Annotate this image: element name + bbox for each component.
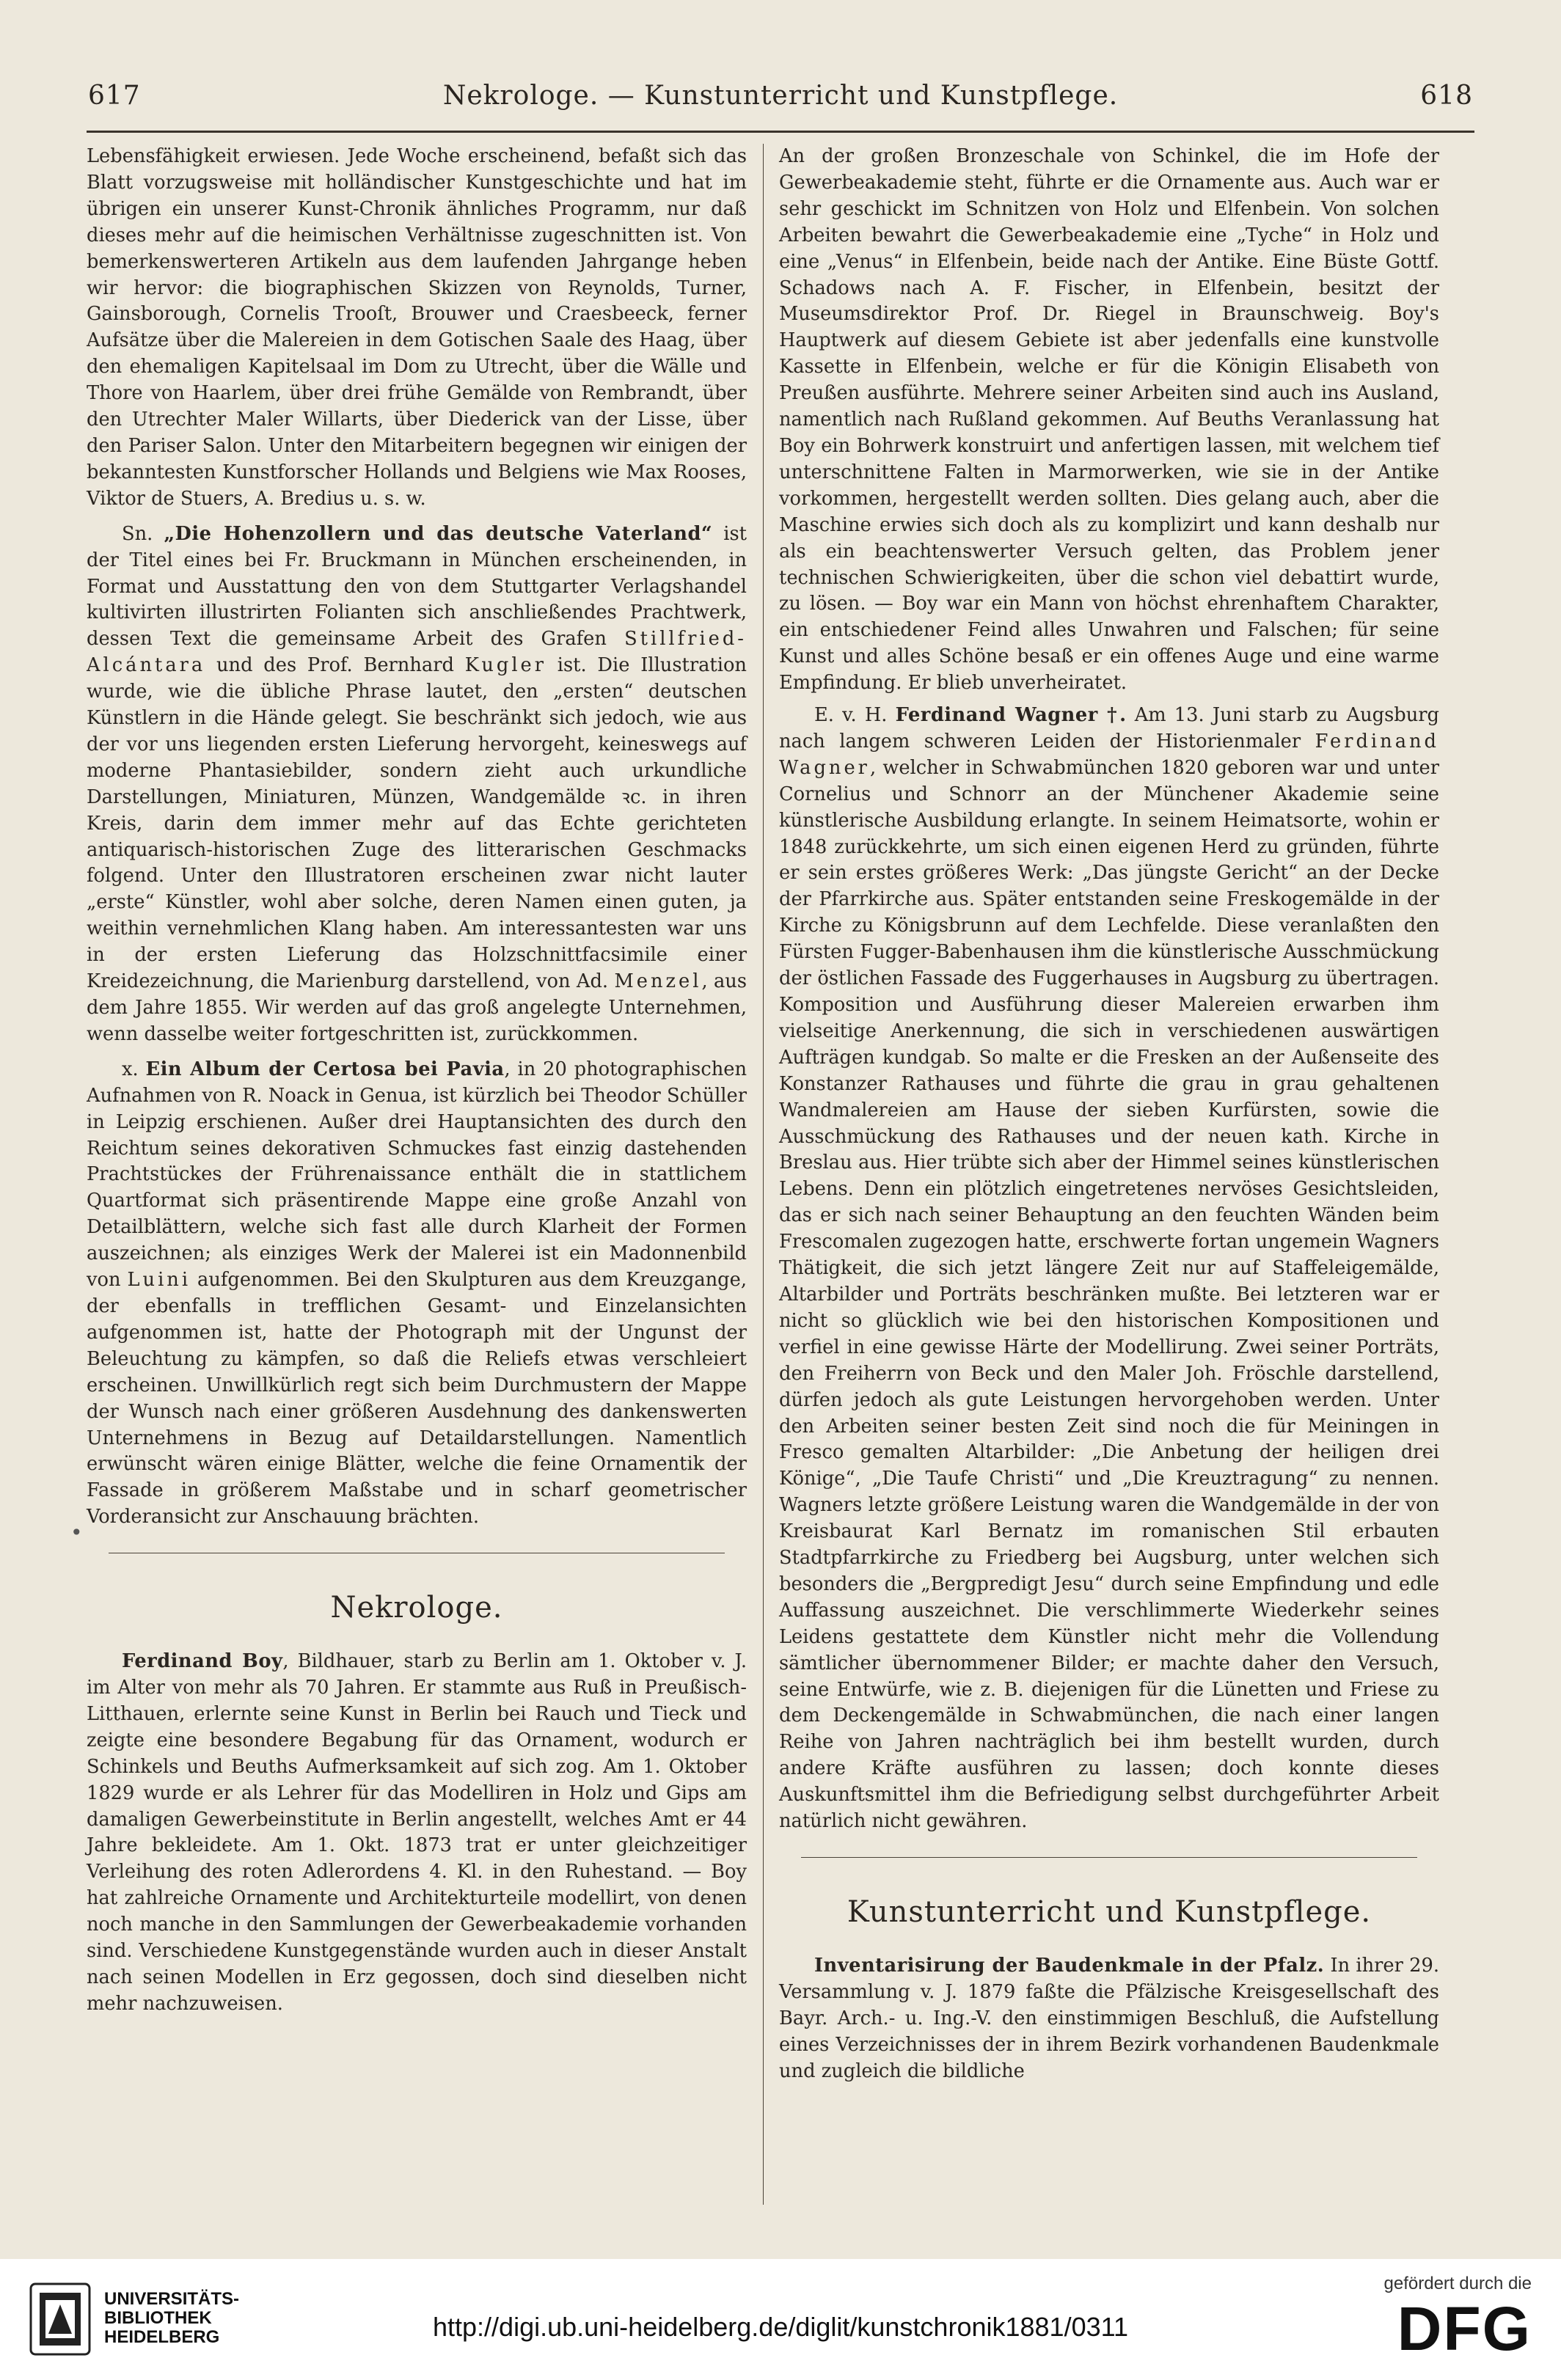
page-number-left: 617 [88,81,141,111]
paragraph-text: ist der Titel eines bei Fr. Bruckmann in München erscheinenden, in Format und Ausstattung den von dem Stuttgarter Verlagshandel kultivirten illustrirten Folianten sich anschließendes Prachtwerk, dessen Text die gemeinsame Arbeit des Grafen [87,522,747,651]
paragraph-hohenzollern [87,521,747,1048]
page-number-right: 618 [1420,81,1473,111]
section-heading-nekrologe: Nekrologe. [330,1591,503,1625]
author-signature: E. v. H. [814,704,888,727]
article-title: „Die Hohenzollern und das deutsche Vaterland“ [164,522,713,545]
paragraph-text: , Bildhauer, starb zu Berlin am 1. Oktober v. J. im Alter von mehr als 70 Jahren. Er stammte aus Ruß in Preußisch-Litthauen, erlernte seine Kunst in Berlin bei Rauch und Tieck und zeigte eine besondere Begabung für das Ornament, wodurch er Schinkels und Beuths Aufmerksamkeit auf sich zog. Am 1. Oktober 1829 wurde er als Lehrer für das Modelliren in Holz und Gips am damaligen Gewerbeinstitute in Berlin angestellt, welches Amt er 44 Jahre bekleidete. Am 1. Okt. 1873 trat er unter gleichzeitiger Verleihung des roten Adlerordens 4. Kl. in den Ruhestand. — Boy hat zahlreiche Ornamente und Architekturteile modellirt, von denen noch manche in den Sammlungen der Gewerbeakademie vorhanden sind. Verschiedene Kunstgegenstände wurden auch in dieser Anstalt nach seinen Modellen in Erz gegossen, doch sind dieselben nicht mehr nachzuweisen. [87,1650,747,2015]
section-heading-kunstunterricht: Kunstunterricht und Kunstpflege. [847,1895,1372,1929]
funded-by-text: gefördert durch die [1383,2274,1532,2293]
running-title: Nekrologe. — Kunstunterricht und Kunstpflege. [442,81,1119,111]
author-signature: Sn. [122,522,153,545]
paragraph-text: In ihrer 29. Versammlung v. J. 1879 faßte die Pfälzische Kreisgesellschaft des Bayr. Arch.- u. Ing.-V. den einstimmigen Beschluß, die Aufstellung eines Verzeichnisses der in ihrem Bezirk vorhandenen Baudenkmale und zugleich die bildliche [779,1955,1439,2082]
article-title: Ferdinand Wagner †. [895,704,1127,727]
library-name-line: BIBLIOTHEK [104,2308,212,2328]
margin-mark: • [70,1520,83,1545]
paragraph-text: , aus dem Jahre 1855. Wir werden auf das groß angelegte Unternehmen, wenn dasselbe weiter fortgeschritten ist, zurückkommen. [87,970,747,1045]
paragraph-text: , welcher in Schwabmünchen 1820 geboren war und unter Cornelius und Schnorr an der Münchener Akademie seine künstlerische Ausbildung erlangte. In seinem Heimatsorte, wohin er 1848 zurückkehrte, um sich einen eigenen Herd zu gründen, führte er sein erstes größeres Werk: „Das jüngste Gericht“ an der Decke der Pfarrkirche aus. Später entstanden seine Freskogemälde in der Kirche zu Königsbrunn auf dem Lechfelde. Diese veranlaßten den Fürsten Fugger-Babenhausen ihm die künstlerische Ausschmückung der östlichen Fassade des Fuggerhauses in Augsburg zu übertragen. Komposition und Ausführung dieser Malereien erwarben ihm vielseitige Anerkennung, die sich in verschiedenen auswärtigen Aufträgen kundgab. So malte er die Fresken an der Außenseite des Konstanzer Rathauses und führte die grau in grau gehaltenen Wandmalereien am Hause der sieben Kurfürsten, sowie die Ausschmückung des Rathauses und der neuen kath. Kirche in Breslau aus. Hier trübte sich aber der Himmel seines künstlerischen Lebens. Denn ein plötzlich eingetretenes nervöses Gesichtsleiden, das er sich nach seiner Behauptung an den feuchten Wänden beim Frescomalen zugezogen hatte, erschwerte fortan ungemein Wagners Thätigkeit, die sich jetzt längere Zeit nur auf Staffeleigemälde, Altarbilder und Porträts beschränken mußte. Bei letzteren war er nicht so glücklich wie bei den historischen Kompositionen und verfiel in eine gewisse Härte der Modellirung. Zwei seiner Porträts, den Freiherrn von Beck und den Maler Joh. Fröschle darstellend, dürfen jedoch als gute Leistungen hervorgehoben werden. Unter den Arbeiten seiner besten Zeit sind noch die für Meiningen in Fresco gemalten Altarbilder: „Die Anbetung der heiligen drei Könige“, „Die Taufe Christi“ und „Die Kreuztragung“ zu nennen. Wagners letzte größere Leistung waren die Wandgemälde in der von Kreisbaurat Karl Bernatz im romanischen Stil erbauten Stadtpfarrkirche zu Friedberg bei Augsburg, unter welchen sich besonders die „Bergpredigt Jesu“ durch seine Empfindung und edle Auffassung auszeichnet. Die verschlimmerte Wiederkehr seines Leidens gestattete dem Künstler nicht mehr die Vollendung sämtlicher übernommener Bilder; er machte daher den Versuch, seine Entwürfe, wie z. B. diejenigen für die Lünetten und Friese zu dem Deckengemälde in Schwabmünchen, die nach einer langen Reihe von Jahren nachträglich bei ihm bestellt wurden, durch andere Kräfte ausführen zu lassen; doch konnte dieses Auskunftsmittel ihm die Befriedigung selbst durchgeführter Arbeit natürlich nicht gewähren. [779,756,1439,1833]
digitization-footer [0,2259,1561,2380]
running-header [88,81,1473,125]
paragraph-certosa [87,1057,747,1531]
paragraph-pfalz [779,1953,1439,2085]
section-rule [801,1857,1417,1858]
right-column [779,144,1439,2085]
paragraph-dutch-journal: Lebensfähigkeit erwiesen. Jede Woche erscheinend, befaßt sich das Blatt vorzugsweise mit holländischer Kunstgeschichte und hat im übrigen ein unserer Kunst-Chronik ähnliches Programm, nur daß dieses mehr auf die heimischen Verhältnisse zugeschnitten ist. Von bemerkenswerteren Artikeln aus dem laufenden Jahrgange heben wir hervor: die biographischen Skizzen von Reynolds, Turner, Gainsborough, Cornelis Trooſt, Brouwer und Craesbeeck, ferner Aufsätze über die Malereien in dem Gotischen Saale des Haag, über den ehemaligen Kapitelsaal im Dom zu Utrecht, über die Wälle und Thore von Haarlem, über drei frühe Gemälde von Rembrandt, über den Utrechter Maler Willarts, über Diederick van der Lisse, über den Pariser Salon. Unter den Mitarbeitern begegnen wir einigen der bekanntesten Kunstforscher Hollands und Belgiens wie Max Rooses, Viktor de Stuers, A. Bredius u. s. w. [87,145,747,510]
paragraph-wagner [779,703,1439,1835]
left-column [87,144,747,2018]
person-name: Ferdinand Wagner [779,730,1439,779]
person-name: Kugler [464,654,547,677]
dfg-wordmark: DFG [1397,2294,1532,2363]
article-title: Ferdinand Boy [122,1650,283,1673]
article-title: Inventarisirung der Baudenkmale in der Pfalz. [814,1955,1325,1977]
person-name: Luini [127,1269,191,1292]
permalink-url[interactable]: http://digi.ub.uni-heidelberg.de/diglit/kunstchronik1881/0311 [433,2312,1128,2342]
library-name-line: UNIVERSITÄTS- [104,2289,240,2309]
column-divider [763,144,764,2205]
article-title: Ein Album der Certosa bei Pavia [145,1058,505,1080]
person-name: Menzel [614,970,702,993]
header-rule [87,131,1474,133]
dfg-logo[interactable] [1363,2274,1532,2369]
paragraph-text: Am 13. Juni starb zu Augsburg nach langem schweren Leiden der Historienmaler [779,704,1439,753]
paragraph-boy [87,1649,747,2018]
paragraph-text: und des Prof. Bernhard [216,654,454,677]
paragraph-text: aufgenommen. Bei den Skulpturen aus dem Kreuzgange, der ebenfalls in trefflichen Gesamt- und Einzelansichten aufgenommen ist, hatte der Photograph mit der Ungunst der Beleuchtung zu kämpfen, so daß die Reliefs etwas verschleiert erscheinen. Unwillkürlich regt sich beim Durchmustern der Mappe der Wunsch nach einer größeren Ausdehnung des dankenswerten Unternehmens in Bezug auf Detaildarstellungen. Namentlich erwünscht wären einige Blätter, welche die feine Ornamentik der Fassade in größerem Maßstabe und in scharf geometrischer Vorderansicht zur Anschauung brächten. [87,1269,747,1528]
library-name-line: HEIDELBERG [104,2327,220,2347]
paragraph-text: ist. Die Illustration wurde, wie die übliche Phrase lautet, den „ersten“ deutschen Künstlern in die Hände gelegt. Sie beschränkt sich jedoch, wie aus der vor uns liegenden ersten Lieferung hervorgeht, keineswegs auf moderne Phantasiebilder, sondern zieht auch urkundliche Darstellungen, Miniaturen, Münzen, Wandgemälde ꝛc. in ihren Kreis, darin dem immer mehr auf das Echte gerichteten antiquarisch-historischen Zuge des litterarischen Geschmacks folgend. Unter den Illustratoren erscheinen zwar nicht lauter „erste“ Künstler, wohl aber solche, deren Namen einen guten, ja weithin vernehmlichen Klang haben. Am interessantesten war uns in der ersten Lieferung das Holzschnittfacsimile einer Kreidezeichnung, die Marienburg darstellend, von Ad. [87,654,747,993]
paragraph-text: , in 20 photographischen Aufnahmen von R. Noack in Genua, ist kürzlich bei Theodor Schüller in Leipzig erschienen. Außer drei Hauptansichten des durch den Reichtum seines dekorativen Schmuckes fast einzig dastehenden Prachtstückes der Frührenaissance enthält die in stattlichem Quartformat sich präsentirende Mappe eine große Anzahl von Detailblättern, welche sich fast alle durch Klarheit der Formen auszeichnen; als einziges Werk der Malerei ist ein Madonnenbild von [87,1058,747,1292]
person-name: Stillfried-Alcántara [87,628,747,677]
author-signature: x. [122,1058,139,1080]
paragraph-boy-continued: An der großen Bronzeschale von Schinkel, die im Hofe der Gewerbeakademie steht, führte er die Ornamente aus. Auch war er sehr geschickt im Schnitzen von Holz und Elfenbein. Von solchen Arbeiten bewahrt die Gewerbeakademie eine „Tyche“ in Holz und eine „Venus“ in Elfenbein, beide nach der Antike. Eine Büste Gottf. Schadows nach A. F. Fischer, in Elfenbein, besitzt der Museumsdirektor Prof. Dr. Riegel in Braunschweig. Boy's Hauptwerk auf diesem Gebiete ist aber jedenfalls eine kunstvolle Kassette in Elfenbein, welche er für die Königin Elisabeth von Preußen ausführte. Mehrere seiner Arbeiten sind auch ins Ausland, namentlich nach Rußland gekommen. Auf Beuths Veranlassung hat Boy ein Bohrwerk konstruirt und anfertigen lassen, mit welchem tief unterschnittene Falten in Marmorwerken, wie sie in der Antike vorkommen, hergestellt werden sollten. Dies gelang auch, aber die Maschine erwies sich doch als zu komplizirt und kann deshalb nur als ein beachtenswerter Versuch gelten, das Problem jener technischen Schwierigkeiten, über die schon viel debattirt wurde, zu lösen. — Boy war ein Mann von höchst ehrenhaftem Charakter, ein entschiedener Feind alles Unwahren und Falschen; für seine Kunst und alles Schöne besaß er ein offenes Auge und eine warme Empfindung. Er blieb unverheiratet. [779,145,1439,695]
